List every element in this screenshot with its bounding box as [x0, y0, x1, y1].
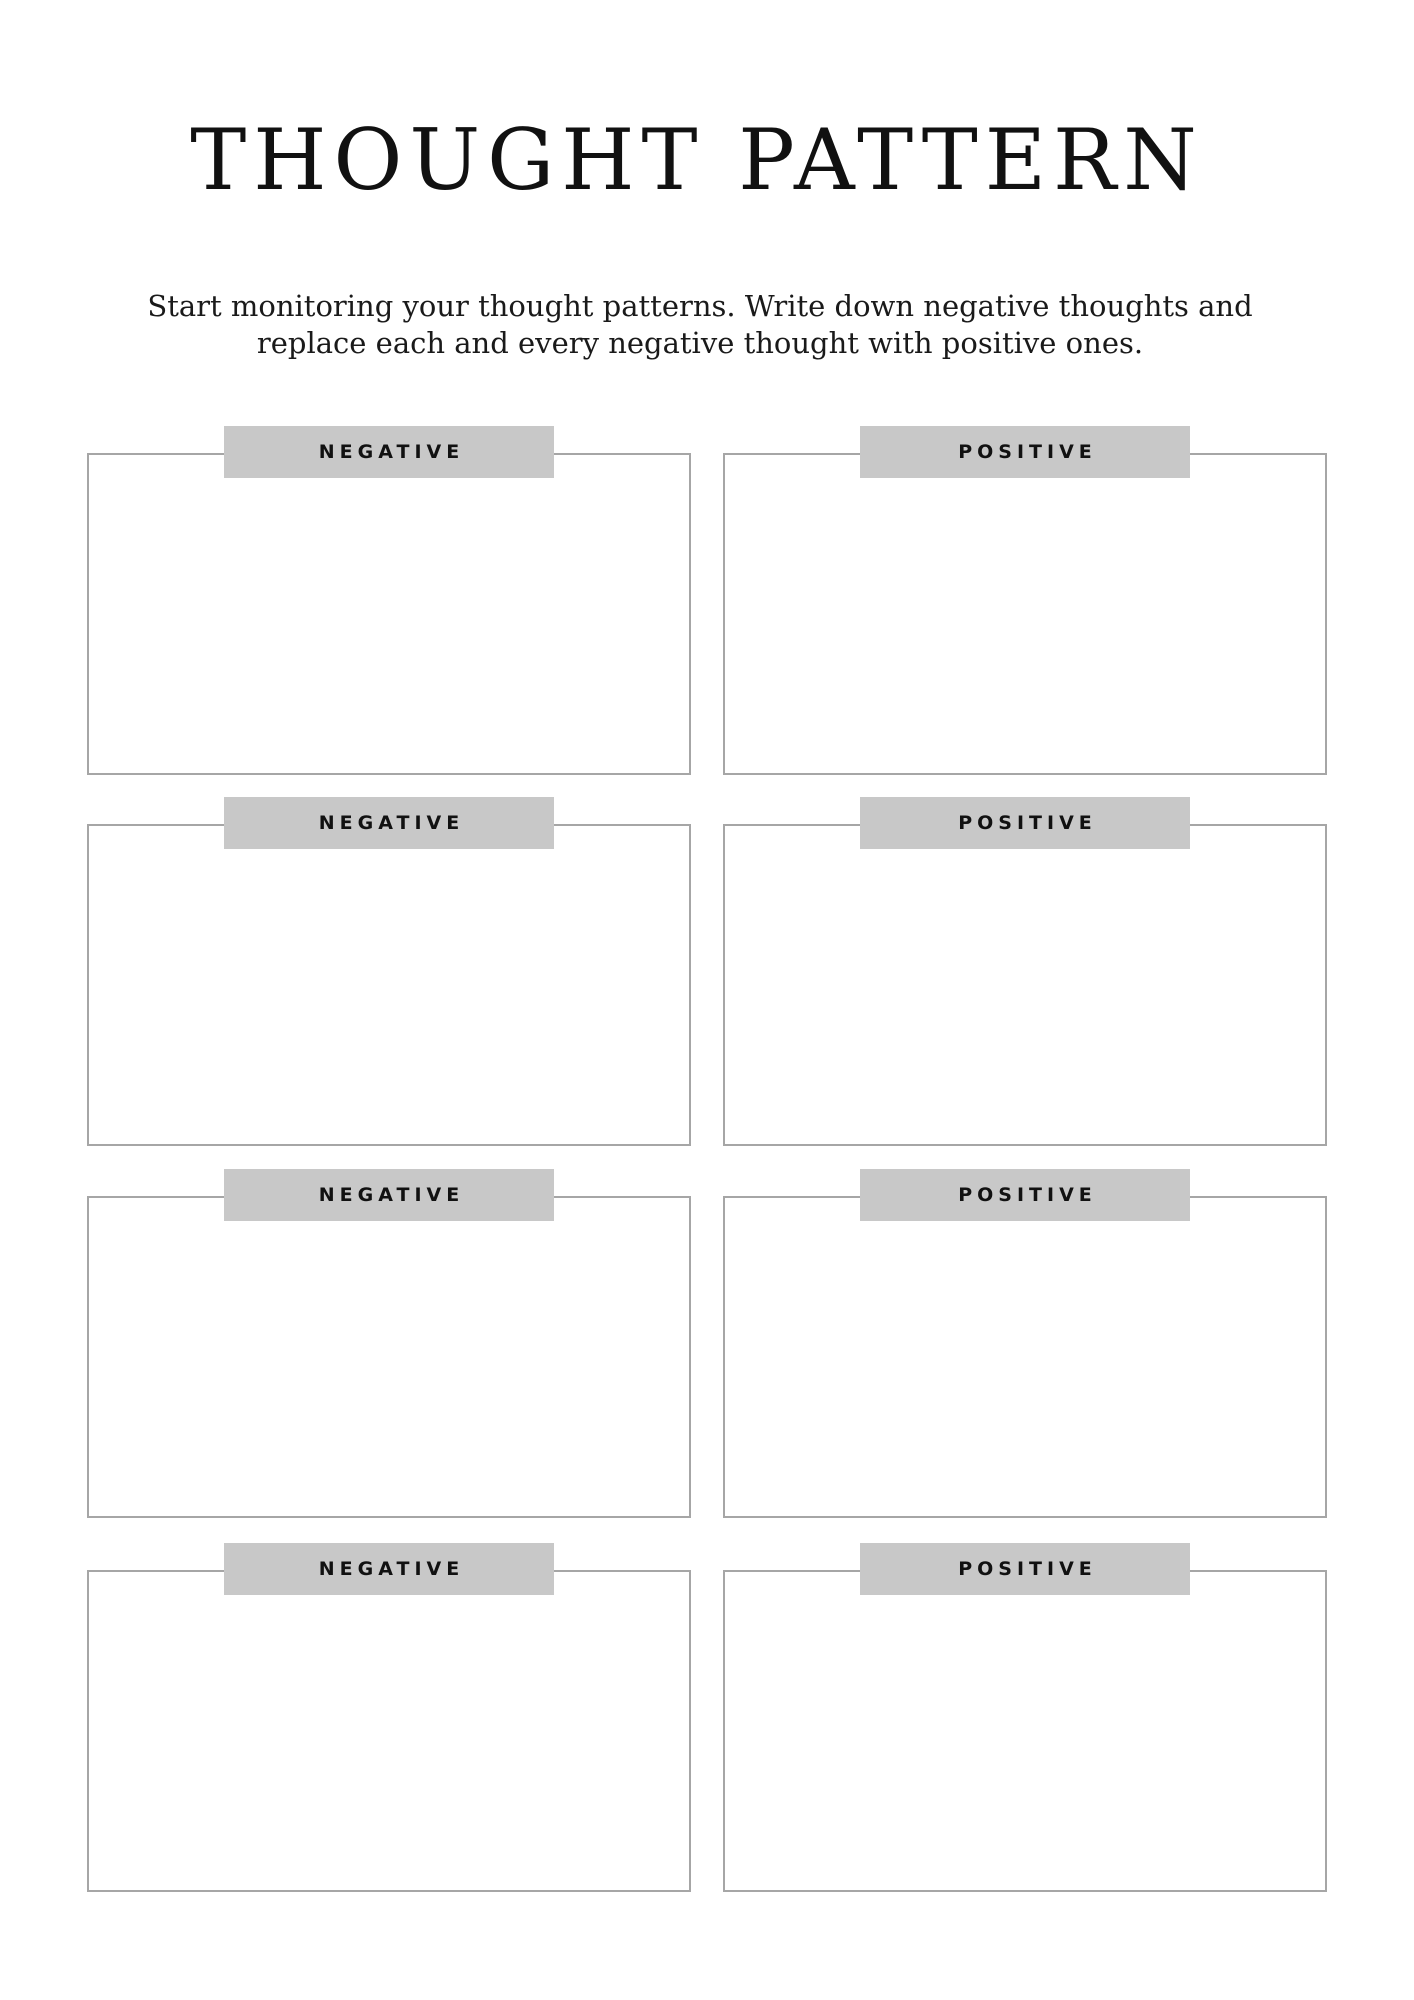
positive-label: POSITIVE [860, 1543, 1190, 1595]
negative-label: NEGATIVE [224, 1543, 554, 1595]
negative-writing-box[interactable] [87, 824, 691, 1146]
positive-writing-box[interactable] [723, 1196, 1327, 1518]
instructions-text: Start monitoring your thought patterns. Write down negative thoughts and replace each and every negative thought with positive ones. [147, 289, 1253, 360]
positive-writing-box[interactable] [723, 1570, 1327, 1892]
positive-label: POSITIVE [860, 797, 1190, 849]
page-title: THOUGHT PATTERN [190, 111, 1204, 209]
negative-writing-box[interactable] [87, 453, 691, 775]
negative-label: NEGATIVE [224, 426, 554, 478]
positive-label: POSITIVE [860, 426, 1190, 478]
negative-writing-box[interactable] [87, 1196, 691, 1518]
negative-writing-box[interactable] [87, 1570, 691, 1892]
negative-label: NEGATIVE [224, 797, 554, 849]
positive-label: POSITIVE [860, 1169, 1190, 1221]
positive-writing-box[interactable] [723, 453, 1327, 775]
positive-writing-box[interactable] [723, 824, 1327, 1146]
negative-label: NEGATIVE [224, 1169, 554, 1221]
